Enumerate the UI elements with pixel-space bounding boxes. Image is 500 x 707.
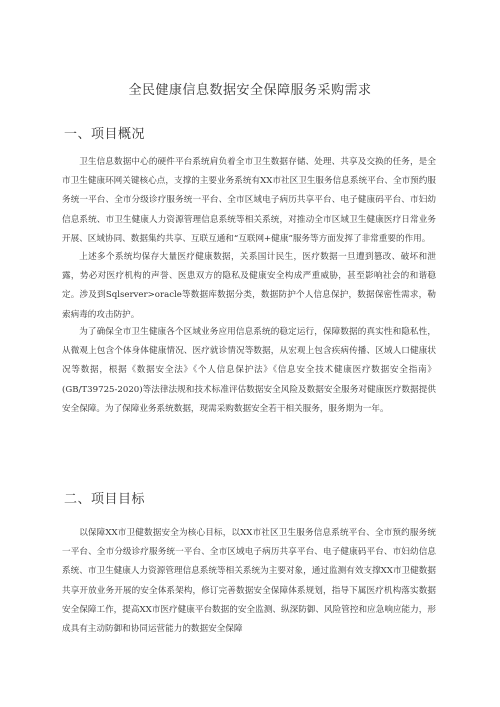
document-title: 全民健康信息数据安全保障服务采购需求 [128,83,372,98]
goals-paragraph-1: 以保障XX市卫健数据安全为核心目标，以XX市社区卫生服务信息系统平台、全市预约服务统一平台、全市分级诊疗服务统一平台、全市区域电子病历共享平台、电子健康码平台、市妇幼信息系统、市卫生健康人力资源管理信息系统等相关系统为主要对象，通过监测有效支撑XX市卫健数据共享开放业务开展的安全体系架构，修订完善数据安全保障体系规划，指导下属医疗机构落实数据安全保障工作，提高XX市医疗健康平台数据的安全监测、纵深防御、风险管控和应急响应能力，形成具有主动防御和协同运营能力的数据安全保障 [62,528,436,635]
overview-paragraph-2: 上述多个系统均保存大量医疗健康数据，关系国计民生，医疗数据一旦遭到篡改、破坏和泄露，势必对医疗机构的声誉、医患双方的隐私及健康安全构成严重威胁，甚至影响社会的和谐稳定。涉及到Sqlserver>oracle等数据库数据分类，数据防护个人信息保护，数据保密性需求，勒索病毒的攻击防护。 [62,252,436,320]
section-heading-goals: 二、项目目标 [64,492,146,507]
overview-paragraph-1: 卫生信息数据中心的硬件平台系统肩负着全市卫生数据存储、处理、共享及交换的任务，是全市卫生健康环网关键核心点，支撑的主要业务系统有XX市社区卫生服务信息系统平台、全市预约服务统一平台、全市分级诊疗服务统一平台、全市区域电子病历共享平台、电子健康码平台、市妇幼信息系统、市卫生健康人力资源管理信息系统等相关系统，对推动全市区域卫生健康医疗日常业务开展、区域协同、数据集约共享、互联互通和“互联网+健康”服务等方面发挥了非常重要的作用。 [62,157,436,244]
section-heading-overview: 一、项目概况 [64,127,146,142]
overview-paragraph-3: 为了确保全市卫生健康各个区域业务应用信息系统的稳定运行，保障数据的真实性和隐私性，从微观上包含个体身体健康情况、医疗就诊情况等数据，从宏观上包含疾病传播、区域人口健康状况等数据，根据《数据安全法》《个人信息保护法》《信息安全技术健康医疗数据安全指南》(GB/T39725-2020)等法律法规和技术标准评估数据安全风险及数据安全服务对健康医疗数据提供安全保障。为了保障业务系统数据，现需采购数据安全若干相关服务，服务期为一年。 [62,327,436,414]
